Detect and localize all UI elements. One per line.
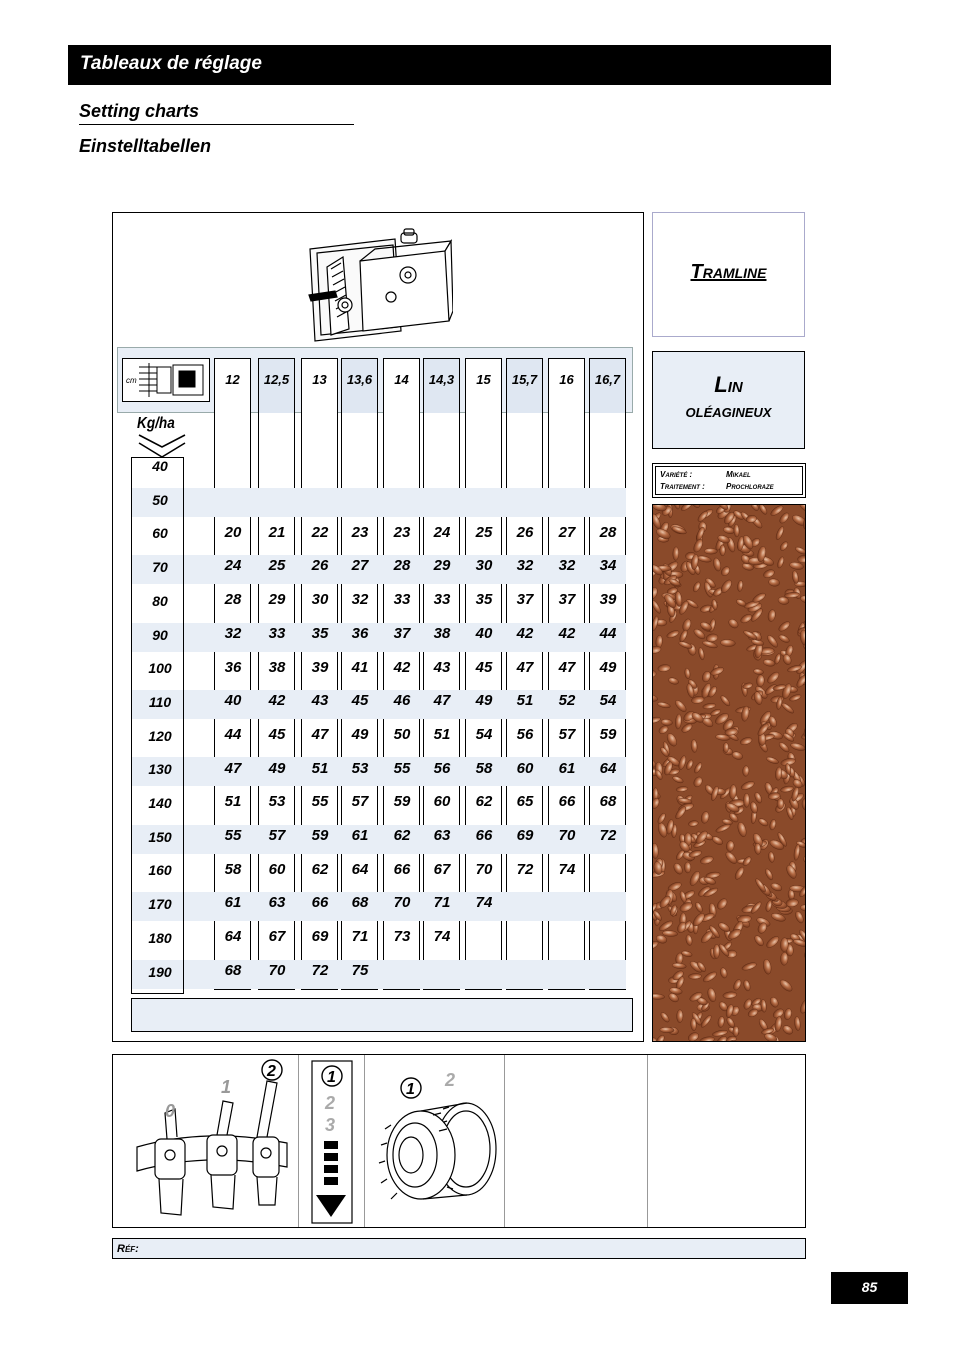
gear-steps-illustration [310, 1059, 356, 1227]
table-cell: 53 [268, 793, 286, 811]
table-cell: 33 [268, 624, 286, 642]
table-cell: 51 [433, 725, 451, 743]
wheel-position-2: 2 [445, 1070, 456, 1090]
spacing-header: 14,3 [424, 359, 459, 413]
table-cell: 57 [268, 827, 286, 844]
table-cell: 24 [433, 523, 451, 541]
table-cell: 51 [224, 793, 242, 811]
table-cell: 40 [224, 692, 242, 710]
table-cell: 60 [433, 793, 451, 811]
table-cell: 66 [393, 860, 411, 878]
spacing-header: 12,5 [259, 359, 294, 413]
rate-label: 90 [152, 626, 168, 643]
spacing-header: 15,7 [507, 359, 542, 413]
table-cell: 53 [351, 759, 369, 777]
spacing-header: 16 [559, 372, 574, 387]
table-cell: 56 [516, 725, 534, 743]
tramline-label: Tramline [652, 212, 805, 337]
table-cell: 24 [224, 557, 242, 575]
notes-box [131, 998, 633, 1032]
table-cell: 49 [351, 725, 369, 743]
wheel-illustration [371, 1069, 503, 1219]
table-cell: 59 [311, 827, 329, 844]
table-cell: 62 [475, 793, 493, 811]
table-cell: 72 [599, 827, 617, 844]
table-cell: 47 [516, 658, 534, 676]
table-cell: 68 [351, 894, 369, 912]
table-cell: 32 [224, 624, 242, 642]
rate-label: 40 [152, 458, 168, 474]
rate-label: 60 [152, 525, 168, 542]
table-cell: 70 [393, 894, 411, 912]
variety-label: Variété : [660, 470, 693, 479]
table-cell: 54 [475, 725, 493, 743]
subtitle-en: Setting charts [79, 101, 354, 125]
header-title: Tableaux de réglage [68, 45, 831, 85]
table-cell: 66 [311, 894, 329, 912]
table-cell: 50 [393, 725, 411, 743]
table-cell: 61 [351, 827, 369, 844]
svg-text:cm: cm [126, 376, 137, 385]
table-cell: 65 [516, 793, 534, 811]
table-cell: 43 [311, 692, 329, 710]
table-cell: 57 [351, 793, 369, 811]
table-cell: 64 [599, 759, 617, 777]
table-cell: 56 [433, 759, 451, 777]
rate-label: 150 [148, 828, 172, 845]
table-cell: 32 [351, 591, 369, 609]
table-cell: 42 [393, 658, 411, 676]
table-cell: 26 [311, 557, 329, 575]
table-cell: 28 [224, 591, 242, 609]
wheel-position-1: 1 [406, 1081, 415, 1098]
reference-label: Réf: [117, 1243, 139, 1255]
table-cell: 49 [475, 692, 493, 710]
table-cell: 60 [268, 860, 286, 878]
table-cell: 35 [311, 624, 329, 642]
table-cell: 33 [433, 591, 451, 609]
table-cell: 38 [268, 658, 286, 676]
rate-label: 100 [148, 660, 172, 677]
page-number: 85 [831, 1272, 908, 1304]
table-cell: 47 [558, 658, 576, 676]
table-cell: 52 [558, 692, 576, 710]
table-cell: 44 [224, 725, 242, 743]
table-cell: 64 [224, 928, 242, 946]
table-cell: 30 [311, 591, 329, 609]
table-cell: 59 [599, 725, 617, 743]
table-cell: 55 [224, 827, 242, 844]
table-cell: 58 [224, 860, 242, 878]
table-cell: 62 [393, 827, 411, 844]
table-cell: 68 [224, 961, 242, 979]
table-cell: 32 [558, 557, 576, 575]
table-cell: 39 [311, 658, 329, 676]
table-cell: 40 [475, 624, 493, 642]
setting-table-frame [112, 212, 644, 1042]
table-cell: 37 [393, 624, 411, 642]
lever-position-1: 1 [221, 1077, 232, 1097]
table-cell: 64 [351, 860, 369, 878]
table-cell: 71 [351, 928, 369, 946]
table-cell: 42 [558, 624, 576, 642]
treatment-label: Traitement : [660, 482, 705, 491]
variety-value: Mikael [726, 470, 751, 479]
table-cell: 44 [599, 624, 617, 642]
table-cell: 30 [475, 557, 493, 575]
table-cell: 41 [351, 658, 369, 676]
table-cell: 39 [599, 591, 617, 609]
table-cell: 32 [516, 557, 534, 575]
table-cell: 63 [433, 827, 451, 844]
table-cell: 45 [351, 692, 369, 710]
table-cell: 37 [558, 591, 576, 609]
rate-label: 160 [148, 862, 172, 879]
linseed-photo [652, 504, 806, 1042]
table-cell: 70 [268, 961, 286, 979]
rate-label: 120 [148, 727, 172, 744]
table-cell: 34 [599, 557, 617, 575]
table-cell: 23 [351, 523, 369, 541]
adjustment-illustrations [112, 1054, 806, 1228]
rate-unit-label: Kg/ha [137, 415, 175, 432]
table-cell: 72 [311, 961, 329, 979]
table-cell: 29 [433, 557, 451, 575]
spacing-header: 13 [312, 372, 327, 387]
table-cell: 66 [475, 827, 493, 844]
rate-label: 180 [148, 929, 172, 946]
table-cell: 74 [558, 860, 576, 878]
table-cell: 25 [475, 523, 493, 541]
seeder-spacing-icon [122, 358, 210, 402]
spacing-header: 15 [476, 372, 491, 387]
crop-name [652, 351, 805, 449]
lever-position-0: 0 [165, 1101, 176, 1121]
table-cell: 55 [393, 759, 411, 777]
gear-step-1: 1 [327, 1069, 336, 1086]
table-cell: 36 [224, 658, 242, 676]
chevron-down-icon [137, 433, 187, 459]
table-cell: 54 [599, 692, 617, 710]
table-cell: 38 [433, 624, 451, 642]
treatment-value: Prochloraze [726, 482, 774, 491]
table-cell: 42 [516, 624, 534, 642]
table-cell: 72 [516, 860, 534, 878]
table-cell: 28 [393, 557, 411, 575]
table-cell: 43 [433, 658, 451, 676]
rate-label: 50 [152, 491, 168, 508]
row-stripe [131, 488, 626, 517]
table-cell: 45 [475, 658, 493, 676]
table-cell: 58 [475, 759, 493, 777]
table-cell: 37 [516, 591, 534, 609]
table-cell: 61 [224, 894, 242, 912]
table-cell: 20 [224, 523, 242, 541]
table-cell: 23 [393, 523, 411, 541]
table-cell: 25 [268, 557, 286, 575]
table-cell: 47 [224, 759, 242, 777]
table-cell: 59 [393, 793, 411, 811]
table-cell: 29 [268, 591, 286, 609]
rate-label: 110 [148, 693, 172, 710]
subtitle-de: Einstelltabellen [79, 136, 212, 156]
table-cell: 26 [516, 523, 534, 541]
spacing-header: 14 [394, 372, 409, 387]
spacing-header: 12 [225, 372, 240, 387]
table-cell: 60 [516, 759, 534, 777]
table-cell: 46 [393, 692, 411, 710]
table-cell: 45 [268, 725, 286, 743]
table-cell: 57 [558, 725, 576, 743]
table-cell: 73 [393, 928, 411, 946]
table-cell: 71 [433, 894, 451, 912]
table-cell: 63 [268, 894, 286, 912]
table-cell: 75 [351, 961, 369, 979]
lever-positions-illustration [117, 1057, 297, 1227]
table-cell: 22 [311, 523, 329, 541]
crop-name-line2: oléagineux [685, 401, 772, 421]
table-cell: 55 [311, 793, 329, 811]
table-cell: 35 [475, 591, 493, 609]
table-cell: 36 [351, 624, 369, 642]
gear-step-3: 3 [325, 1115, 336, 1135]
table-cell: 49 [268, 759, 286, 777]
table-cell: 61 [558, 759, 576, 777]
table-cell: 49 [599, 658, 617, 676]
table-cell: 51 [516, 692, 534, 710]
table-cell: 67 [268, 928, 286, 946]
variety-info [652, 463, 806, 498]
table-cell: 68 [599, 793, 617, 811]
table-cell: 67 [433, 860, 451, 878]
spacing-header: 13,6 [342, 359, 377, 413]
gear-step-2: 2 [325, 1093, 336, 1113]
table-cell: 69 [516, 827, 534, 844]
table-cell: 62 [311, 860, 329, 878]
reference-field [112, 1238, 806, 1259]
table-cell: 27 [351, 557, 369, 575]
lever-position-2: 2 [267, 1063, 276, 1080]
table-cell: 47 [433, 692, 451, 710]
table-cell: 74 [433, 928, 451, 946]
table-cell: 70 [558, 827, 576, 844]
spacing-header: 16,7 [590, 359, 625, 413]
table-cell: 66 [558, 793, 576, 811]
crop-name-line1: Lin [714, 372, 743, 397]
table-cell: 21 [268, 523, 286, 541]
table-cell: 74 [475, 894, 493, 912]
rate-label: 80 [152, 592, 168, 609]
seed-drill-gearbox-illustration [305, 227, 453, 345]
rate-label: 190 [148, 963, 172, 980]
table-cell: 27 [558, 523, 576, 541]
rate-label: 70 [152, 559, 168, 576]
table-cell: 70 [475, 860, 493, 878]
table-cell: 28 [599, 523, 617, 541]
rate-label: 140 [148, 795, 172, 811]
rate-label: 170 [148, 896, 172, 913]
table-cell: 33 [393, 591, 411, 609]
table-cell: 42 [268, 692, 286, 710]
table-cell: 51 [311, 759, 329, 777]
rate-label: 130 [148, 761, 172, 778]
table-cell: 69 [311, 928, 329, 946]
table-cell: 47 [311, 725, 329, 743]
